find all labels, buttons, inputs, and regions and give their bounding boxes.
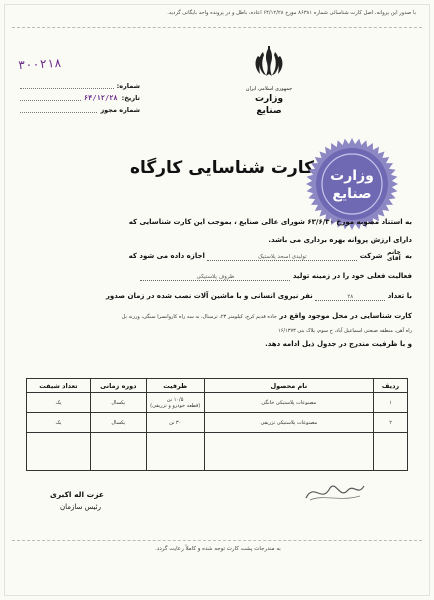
capacity-note: (قطعه خودرو و تزریقی) (150, 402, 201, 409)
address-line-1: جاده قدیم کرج، کیلومتر ۲۳، ترمینال، به سه راه کاروانسرا سنگی، ورزنه بل (121, 314, 277, 320)
col-row-no: ردیف (374, 379, 408, 393)
capacity: ۱۰/۵ تن (قطعه خودرو و تزریقی) (146, 393, 204, 413)
product-name: مصنوعات پلاستیکی خانگی (204, 393, 373, 413)
col-product: نام محصول (204, 379, 373, 393)
registration-stamp: ۳۰۰۲۱۸ (17, 55, 62, 73)
col-shifts: تعداد شیفت (27, 379, 91, 393)
ministry-header (244, 44, 294, 117)
table-row (27, 413, 408, 433)
capacity-line: و با ظرفیت مندرج در جدول ذیل ادامه دهد. (265, 340, 412, 348)
location-row (20, 312, 412, 321)
date-row (20, 92, 140, 104)
footer-divider (12, 540, 422, 541)
col-period: دوره زمانی (90, 379, 146, 393)
capacity: ۳۰ تن (146, 413, 204, 433)
activity-value: ظروف پلاستیکی (140, 274, 290, 281)
table-row (27, 393, 408, 413)
seal-line-1: وزارت (330, 168, 374, 184)
ministry-name: وزارت صنایع (254, 94, 284, 116)
date-value: ۶۴/۱۲/۲۸ (83, 94, 118, 102)
ms-label: خانم (387, 249, 401, 256)
country-name: جمهوری اسلامی ایران (245, 86, 293, 92)
table-row-empty (27, 433, 408, 471)
product-name: مصنوعات پلاستیکی تزریقی (204, 413, 373, 433)
signature-scribble-icon (300, 478, 370, 506)
workforce-row (20, 292, 412, 301)
count-value: ۲۸ (315, 294, 385, 301)
date-label: تاریخ: (121, 94, 140, 102)
permit-text: اجازه داده می شود که (128, 252, 205, 260)
mr-label: آقای (386, 255, 401, 262)
address-line-2: راه آهن، منطقه صنعتی اسماعیل آباد، خ سوم، پلاک بتی ۱۶/۱۳۷۳ (278, 328, 412, 334)
row-no: ۱ (374, 393, 408, 413)
activity-label: فعالیت فعلی خود را در زمینه تولید (292, 272, 412, 280)
address-row-2 (20, 326, 412, 335)
table-header-row (27, 379, 408, 393)
col-capacity: ظرفیت (146, 379, 204, 393)
body-line-2: دارای ارزش پروانه بهره برداری می باشد. (268, 236, 412, 244)
signer-title: رئیس سازمان (60, 503, 101, 511)
header-note: با صدور این پروانه، اصل کارت شناسائی شماره ۸۶۳۸۱ مورخ ۶۴/۱۲/۲۸ اعاده، باطل و در پرونده واحد بایگانی گردید. (167, 10, 416, 16)
count-label: با تعداد (387, 292, 412, 300)
company-value: تولیدی اسحد پلاستیک (207, 254, 357, 261)
permit-label: شماره مجوز (100, 106, 140, 114)
number-row (20, 80, 140, 92)
footer-note: به مندرجات پشت کارت توجه شده و کاملاً رعایت گردد. (155, 546, 281, 552)
page-title: کارت شناسایی کارگاه (129, 158, 314, 178)
body-line-1: به استناد مصوبه مورخ ۶۳/۶/۳۰ شورای عالی صنایع ، بموجب این کارت شناسایی که (128, 218, 412, 226)
number-label: شماره: (116, 82, 140, 90)
seal-disc (316, 148, 388, 220)
company-label: شرکت (359, 252, 383, 260)
shifts: یک (27, 393, 91, 413)
shifts: یک (27, 413, 91, 433)
row-no: ۲ (374, 413, 408, 433)
workforce-text: نفر نیروی انسانی و با ماشین آلات نصب شده در زمان صدور (105, 292, 313, 300)
header-divider (12, 27, 422, 28)
product-table (26, 378, 408, 471)
meta-block (20, 80, 140, 116)
location-label: کارت شناسایی در محل موجود واقع در (279, 312, 412, 320)
grantee-row (20, 250, 412, 268)
to-prefix: به (405, 252, 412, 260)
activity-row (20, 272, 412, 281)
period: یکسال (90, 393, 146, 413)
period: یکسال (90, 413, 146, 433)
permit-row (20, 104, 140, 116)
seal-line-2: صنایع (332, 186, 372, 202)
iran-emblem-icon (252, 44, 286, 82)
signer-name: عزت اله اکبری (49, 490, 104, 499)
